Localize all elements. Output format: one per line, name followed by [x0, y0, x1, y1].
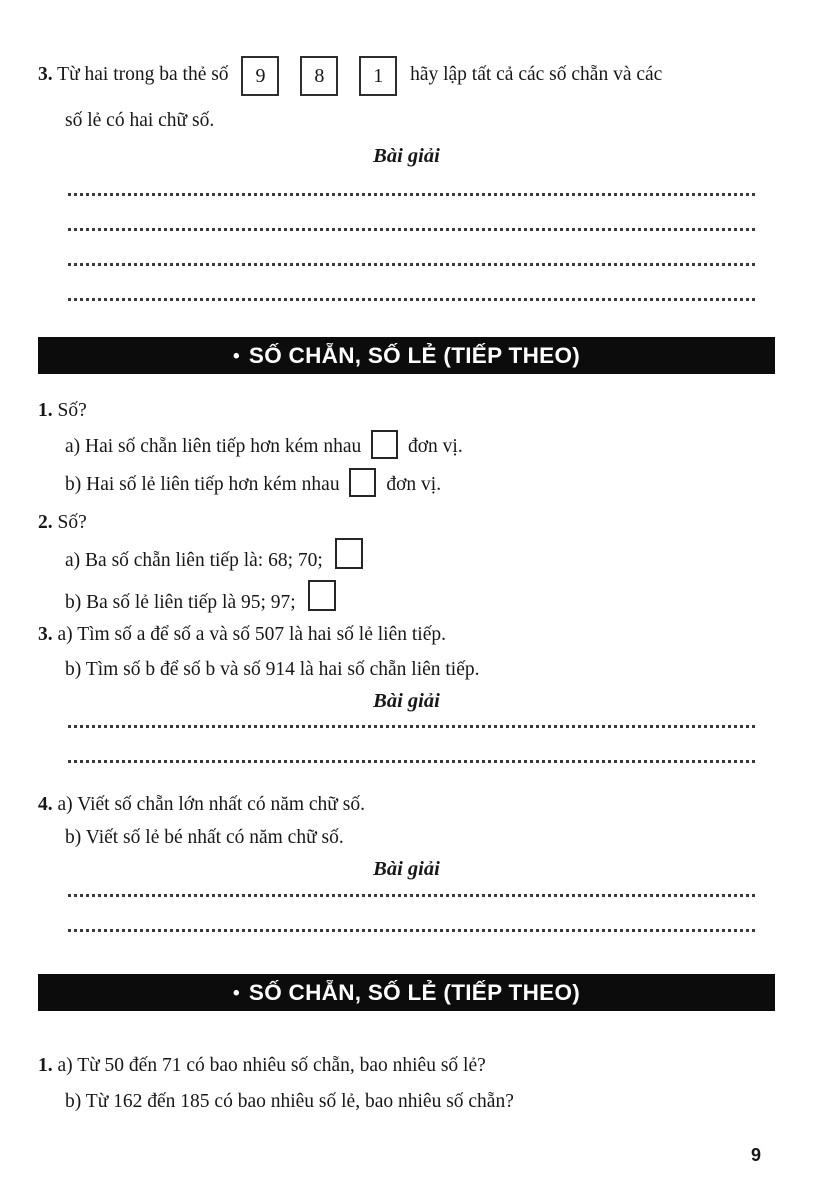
part-label: a)	[57, 794, 73, 815]
problem-3-cards-line1	[38, 52, 775, 98]
answer-line	[68, 266, 755, 301]
answer-line	[68, 728, 755, 763]
part-label: b)	[65, 474, 82, 495]
problem-1-title	[38, 396, 775, 426]
part-label: b)	[65, 592, 82, 613]
bullet-icon: •	[232, 346, 240, 367]
problem-1b	[38, 468, 775, 500]
part-text: Viết số chẵn lớn nhất có năm chữ số.	[77, 794, 365, 815]
problem-number: 3.	[38, 624, 53, 645]
part-text: Ba số lẻ liên tiếp là 95; 97;	[86, 592, 296, 613]
part-text: Hai số lẻ liên tiếp hơn kém nhau	[86, 474, 340, 495]
part-label: b)	[65, 827, 82, 848]
problem-text-intro: Từ hai trong ba thẻ số	[57, 64, 229, 85]
problem-number: 1.	[38, 400, 53, 421]
answer-box	[335, 538, 363, 569]
problem-number: 2.	[38, 512, 53, 533]
part-label: a)	[57, 1055, 73, 1076]
solution-heading: Bài giải	[373, 145, 440, 167]
answer-line	[68, 883, 755, 897]
bullet-icon: •	[232, 983, 240, 1004]
part-text: Tìm số b để số b và số 914 là hai số chẵn liên tiếp.	[85, 659, 480, 680]
solution-heading: Bài giải	[373, 690, 440, 712]
answer-box	[349, 468, 376, 497]
part-label: a)	[65, 436, 81, 457]
answer-lines-mid	[38, 715, 775, 763]
answer-line	[68, 897, 755, 932]
part-text: Hai số chẵn liên tiếp hơn kém nhau	[85, 436, 362, 457]
answer-line	[68, 715, 755, 728]
solution-heading: Bài giải	[373, 858, 440, 880]
part-text: Từ 50 đến 71 có bao nhiêu số chẵn, bao nhiêu số lẻ?	[77, 1055, 486, 1076]
number-card-8: 8	[300, 56, 338, 96]
part-text: Viết số lẻ bé nhất có năm chữ số.	[85, 827, 344, 848]
answer-box	[308, 580, 336, 611]
problem-1a	[38, 430, 775, 462]
part-text: Từ 162 đến 185 có bao nhiêu số lẻ, bao nhiêu số chẵn?	[85, 1091, 514, 1112]
part-label: b)	[65, 1091, 82, 1112]
part-text-after: đơn vị.	[386, 474, 442, 495]
problem-3b	[38, 655, 775, 685]
section2-problem-1a	[38, 1051, 775, 1081]
part-label: b)	[65, 659, 82, 680]
part-label: a)	[65, 550, 81, 571]
problem-3a	[38, 620, 775, 650]
problem-2a	[38, 538, 775, 576]
problem-4b	[38, 823, 775, 853]
answer-line	[68, 231, 755, 266]
part-text: Ba số chẵn liên tiếp là: 68; 70;	[85, 550, 323, 571]
answer-lines-top	[38, 182, 775, 301]
section-banner-even-odd-2	[38, 974, 775, 1011]
problem-title-text: Số?	[57, 512, 87, 533]
problem-number: 3.	[38, 64, 53, 85]
part-text-after: đơn vị.	[407, 436, 463, 457]
section2-problem-1b	[38, 1087, 775, 1117]
problem-number: 1.	[38, 1055, 53, 1076]
banner-title: SỐ CHẴN, SỐ LẺ (TIẾP THEO)	[248, 980, 581, 1005]
answer-lines-lower	[38, 883, 775, 932]
problem-2b	[38, 580, 775, 618]
answer-box	[371, 430, 398, 459]
problem-number: 4.	[38, 794, 53, 815]
answer-line	[68, 196, 755, 231]
part-label: a)	[57, 624, 73, 645]
number-card-9: 9	[241, 56, 279, 96]
problem-2-title	[38, 508, 775, 538]
answer-line	[68, 182, 755, 196]
problem-text-outro: hãy lập tất cả các số chẵn và các	[410, 64, 663, 85]
part-text: Tìm số a để số a và số 507 là hai số lẻ liên tiếp.	[77, 624, 446, 645]
problem-title-text: Số?	[57, 400, 87, 421]
problem-4a	[38, 790, 775, 820]
problem-3-cards-line2: số lẻ có hai chữ số.	[65, 110, 215, 131]
number-card-1: 1	[359, 56, 397, 96]
banner-title: SỐ CHẴN, SỐ LẺ (TIẾP THEO)	[248, 343, 581, 368]
page-number: 9	[750, 1145, 761, 1165]
section-banner-even-odd-1	[38, 337, 775, 374]
